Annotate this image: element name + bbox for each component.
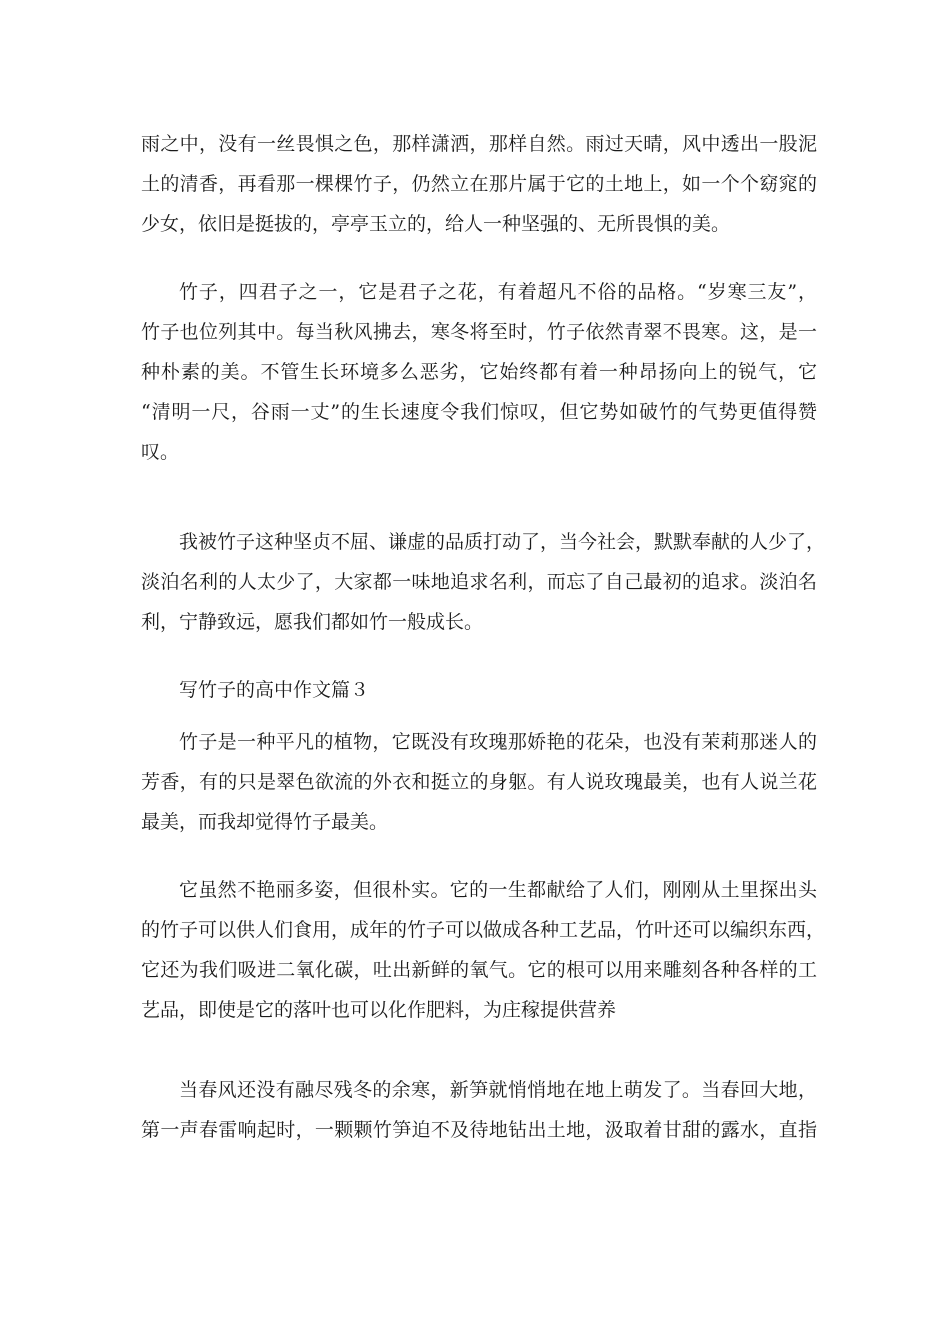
text-line: 芳香，有的只是翠色欲流的外衣和挺立的身躯。有人说玫瑰最美，也有人说兰花 xyxy=(141,771,817,793)
paragraph-2 xyxy=(141,272,817,472)
text-line: 淡泊名利的人太少了，大家都一味地追求名利，而忘了自己最初的追求。淡泊名 xyxy=(141,571,817,593)
text-line: 竹子，四君子之一，它是君子之花，有着超凡不俗的品格。“岁寒三友”， xyxy=(179,281,817,303)
paragraph-4 xyxy=(141,722,817,842)
text-line: 它还为我们吸进二氧化碳，吐出新鲜的氧气。它的根可以用来雕刻各种各样的工 xyxy=(141,959,817,981)
text-line: 第一声春雷响起时，一颗颗竹笋迫不及待地钻出土地，汲取着甘甜的露水，直指 xyxy=(141,1119,817,1141)
text-line: 少女，依旧是挺拔的，亭亭玉立的，给人一种坚强的、无所畏惧的美。 xyxy=(141,213,731,235)
text-line: 竹子是一种平凡的植物，它既没有玫瑰那娇艳的花朵，也没有茉莉那迷人的 xyxy=(179,731,817,753)
text-line: 竹子也位列其中。每当秋风拂去，寒冬将至时，竹子依然青翠不畏寒。这，是一 xyxy=(141,321,817,343)
text-line: 最美，而我却觉得竹子最美。 xyxy=(141,811,389,833)
text-line: 种朴素的美。不管生长环境多么恶劣，它始终都有着一种昂扬向上的锐气，它 xyxy=(141,361,817,383)
text-line: 的竹子可以供人们食用，成年的竹子可以做成各种工艺品，竹叶还可以编织东西， xyxy=(141,919,826,941)
text-line: 艺品，即使是它的落叶也可以化作肥料，为庄稼提供营养 xyxy=(141,999,617,1021)
section-heading xyxy=(141,670,817,710)
paragraph-6 xyxy=(141,1070,817,1150)
heading-text: 写竹子的高中作文篇３ xyxy=(179,679,370,701)
paragraph-5 xyxy=(141,870,826,1030)
text-line: 当春风还没有融尽残冬的余寒，新笋就悄悄地在地上萌发了。当春回大地， xyxy=(179,1079,817,1101)
text-line: 我被竹子这种坚贞不屈、谦虚的品质打动了，当今社会，默默奉献的人少了， xyxy=(179,531,826,553)
paragraph-3 xyxy=(141,522,826,642)
text-line: 叹。 xyxy=(141,441,180,463)
paragraph-1 xyxy=(141,124,817,244)
text-line: 它虽然不艳丽多姿，但很朴实。它的一生都献给了人们，刚刚从土里探出头 xyxy=(179,879,817,901)
text-line: 土的清香，再看那一棵棵竹子，仍然立在那片属于它的土地上，如一个个窈窕的 xyxy=(141,173,817,195)
text-line: 利，宁静致远，愿我们都如竹一般成长。 xyxy=(141,611,484,633)
text-line: 雨之中，没有一丝畏惧之色，那样潇洒，那样自然。雨过天晴，风中透出一股泥 xyxy=(141,133,817,155)
text-line: “清明一尺，谷雨一丈”的生长速度令我们惊叹，但它势如破竹的气势更值得赞 xyxy=(141,401,817,423)
